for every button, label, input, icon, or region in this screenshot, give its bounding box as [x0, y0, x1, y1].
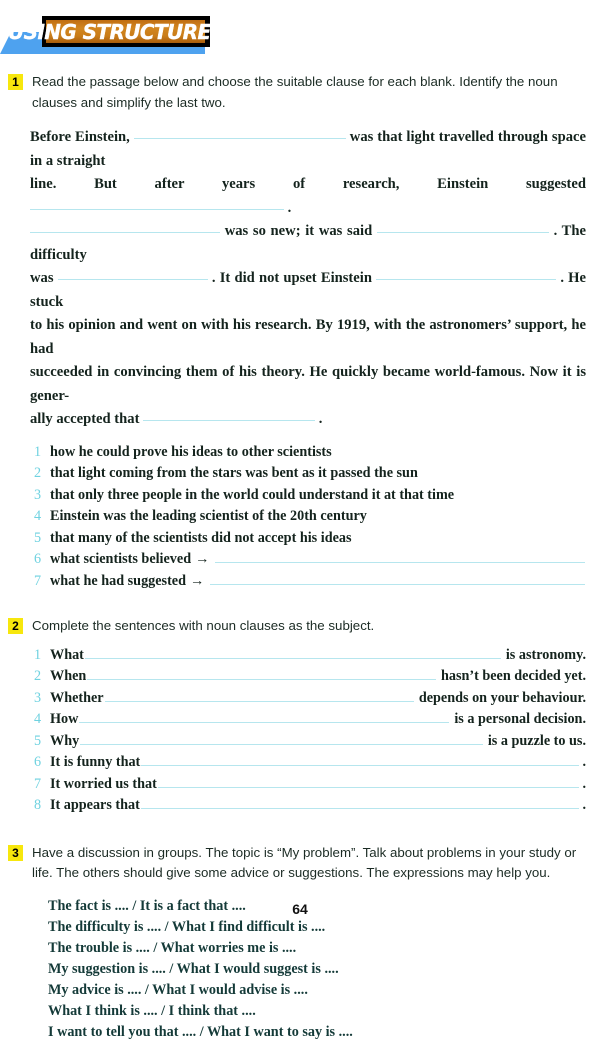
exercise-2 [8, 616, 586, 817]
sentence-tail: is astronomy. [505, 646, 586, 663]
option-row[interactable] [34, 528, 586, 550]
sentence-number: 2 [34, 668, 42, 684]
sentence-number: 3 [34, 689, 42, 706]
option-number: 3 [34, 486, 42, 503]
sentence-number: 5 [34, 732, 42, 749]
sentence-period: . [582, 754, 586, 770]
sentence-tail: is a personal decision. [454, 711, 586, 727]
sentence-lead: How [50, 711, 79, 727]
sentence-row[interactable] [34, 795, 586, 817]
answer-blank[interactable] [79, 709, 449, 723]
passage-text: ally accepted that [30, 411, 144, 427]
passage-blank[interactable] [58, 267, 208, 280]
passage-line [30, 408, 586, 432]
sentence-lead: It worried us that [50, 775, 157, 792]
section-title: USING STRUCTURES [8, 20, 225, 44]
option-text: what scientists believed [50, 551, 192, 567]
passage-blank[interactable] [30, 220, 220, 233]
passage-line [30, 173, 586, 220]
right-arrow-icon: → [190, 572, 205, 589]
passage-text: Before Einstein, [30, 129, 134, 145]
exercise-1-option-list [34, 442, 586, 593]
option-text: what he had suggested [50, 572, 186, 589]
exercise-1-instruction: Read the passage below and choose the suitable clause for each blank. Identify the noun clauses and simplify the last two. [32, 74, 558, 110]
exercise-3-number-badge: 3 [8, 845, 23, 861]
option-text: how he could prove his ideas to other scientists [50, 443, 332, 460]
answer-blank[interactable] [215, 549, 585, 563]
passage-text: . The difficulty [30, 223, 586, 263]
expression-line: What I think is .... / I think that .... [48, 1002, 256, 1019]
exercise-2-header [8, 616, 586, 637]
passage-blank[interactable] [377, 220, 549, 233]
exercise-1-number-badge: 1 [8, 74, 23, 90]
sentence-period: . [582, 797, 586, 813]
right-arrow-icon: → [195, 551, 210, 567]
passage-line [30, 314, 586, 361]
expression-line: The difficulty is .... / What I find difficult is .... [48, 918, 326, 935]
page-content [0, 72, 600, 1043]
sentence-number: 1 [34, 646, 42, 663]
option-number: 2 [34, 465, 42, 481]
exercise-3-instruction: Have a discussion in groups. The topic is “My problem”. Talk about problems in your study or life. The others should give some advice or suggestions. The expressions may help you. [32, 844, 577, 880]
exercise-3-header [8, 843, 586, 884]
option-text: that many of the scientists did not accept his ideas [50, 529, 352, 546]
passage-line [30, 220, 586, 267]
option-row[interactable] [34, 463, 586, 485]
passage-text: was so new; it was said [220, 223, 377, 239]
sentence-lead: It is funny that [50, 754, 141, 770]
option-number: 6 [34, 551, 42, 567]
sentence-tail: hasn’t been decided yet. [440, 668, 586, 684]
expression-line: My suggestion is .... / What I would suggest is .... [48, 960, 339, 977]
option-row[interactable] [34, 442, 586, 464]
sentence-row[interactable] [34, 774, 586, 796]
passage-text: was [30, 270, 58, 286]
passage-text: . [315, 411, 323, 427]
exercise-2-number-badge: 2 [8, 618, 23, 634]
exercise-3 [8, 843, 586, 1043]
sentence-tail: depends on your behaviour. [418, 689, 586, 706]
sentence-lead: What [50, 646, 84, 663]
expression-line: My advice is .... / What I would advise is .... [48, 981, 308, 998]
passage-text: was that light travelled through space in a straight [30, 129, 586, 169]
option-number: 4 [34, 508, 42, 524]
passage-text: succeeded in convincing them of his theory. He quickly became world-famous. Now it is gener- [30, 364, 586, 404]
option-number: 5 [34, 529, 42, 546]
answer-blank[interactable] [158, 774, 580, 788]
passage-text: . It did not upset Einstein [207, 270, 377, 286]
option-number: 1 [34, 443, 42, 460]
passage-text: . He stuck [30, 270, 586, 310]
passage-line [30, 361, 586, 408]
passage-text: line. But after years of research, Einstein suggested [30, 176, 586, 192]
passage-line [30, 267, 586, 314]
answer-blank[interactable] [141, 752, 579, 766]
expression-line: The fact is .... / It is a fact that .... [48, 897, 246, 914]
option-text: Einstein was the leading scientist of the 20th century [50, 508, 367, 524]
sentence-number: 8 [34, 797, 42, 813]
option-number: 7 [34, 572, 42, 589]
answer-blank[interactable] [87, 666, 436, 680]
answer-blank[interactable] [105, 688, 414, 702]
option-row[interactable] [34, 485, 586, 507]
passage-blank[interactable] [376, 267, 556, 280]
page-number: 64 [292, 901, 308, 917]
exercise-1-header [8, 72, 586, 113]
expression-line: The trouble is .... / What worries me is .... [48, 939, 297, 956]
passage-line [30, 126, 586, 173]
sentence-number: 6 [34, 754, 42, 770]
answer-blank[interactable] [80, 731, 483, 745]
sentence-number: 7 [34, 775, 42, 792]
sentence-lead: Whether [50, 689, 104, 706]
sentence-period: . [582, 775, 586, 792]
exercise-2-item-list [34, 645, 586, 817]
sentence-row[interactable] [34, 709, 586, 731]
sentence-lead: It appears that [50, 797, 140, 813]
option-row[interactable] [34, 571, 586, 593]
exercise-3-expression-list [48, 896, 586, 1043]
option-text: that light coming from the stars was bent as it passed the sun [50, 465, 418, 481]
exercise-1 [8, 72, 586, 592]
section-banner [0, 8, 600, 58]
sentence-row[interactable] [34, 731, 586, 753]
exercise-1-passage [30, 126, 586, 432]
exercise-2-instruction: Complete the sentences with noun clauses as the subject. [32, 618, 375, 633]
sentence-row[interactable] [34, 688, 586, 710]
passage-text: to his opinion and went on with his research. By 1919, with the astronomers’ support, he had [30, 317, 586, 357]
answer-blank[interactable] [210, 571, 585, 585]
answer-blank[interactable] [141, 795, 580, 809]
option-row[interactable] [34, 506, 586, 528]
sentence-row[interactable] [34, 666, 586, 688]
sentence-lead: Why [50, 732, 80, 749]
answer-blank[interactable] [85, 645, 501, 659]
expression-line: I want to tell you that .... / What I want to say is .... [48, 1023, 353, 1040]
passage-blank[interactable] [30, 197, 284, 210]
option-text: that only three people in the world could understand it at that time [50, 486, 455, 503]
sentence-lead: When [50, 668, 87, 684]
passage-blank[interactable] [134, 126, 346, 139]
passage-text: . [284, 199, 292, 216]
sentence-number: 4 [34, 711, 42, 727]
option-row[interactable] [34, 549, 586, 571]
sentence-row[interactable] [34, 752, 586, 774]
sentence-tail: is a puzzle to us. [487, 732, 586, 749]
passage-blank[interactable] [143, 408, 315, 421]
sentence-row[interactable] [34, 645, 586, 667]
